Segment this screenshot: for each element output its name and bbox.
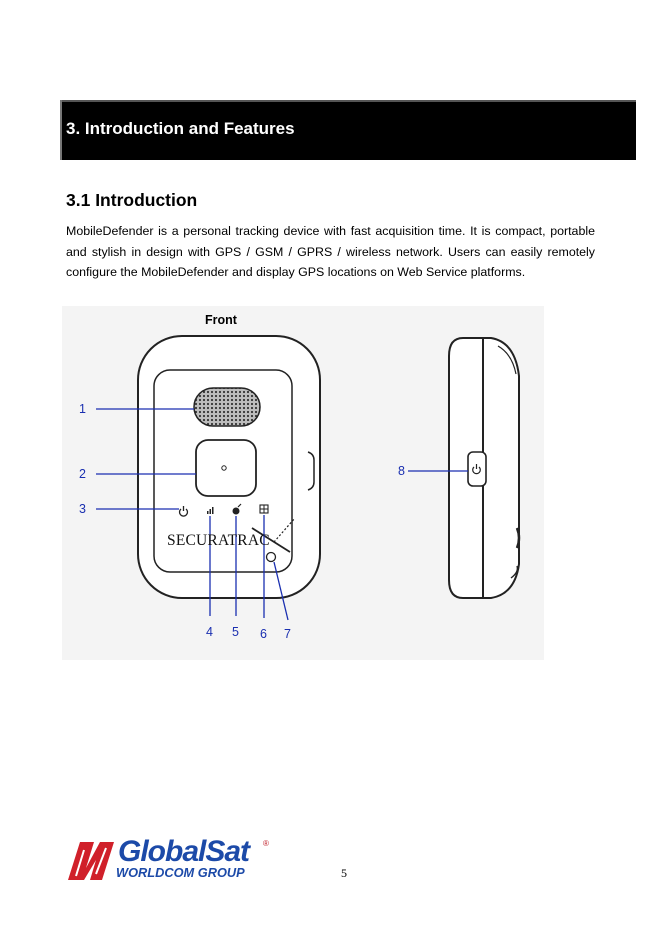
section-title: 3.1 Introduction — [66, 190, 198, 210]
intro-paragraph: MobileDefender is a personal tracking device with fast acquisition time. It is compact, portable and stylish in design with GPS / GSM / GPRS / wireless network. Users can easily remotely configure the MobileDefender and display GPS locations on Web Service platforms. — [66, 224, 595, 279]
callout-7: 7 — [284, 627, 291, 641]
device-diagram — [62, 306, 544, 660]
callout-2: 2 — [79, 467, 86, 481]
front-label: Front — [205, 313, 237, 327]
callout-8: 8 — [398, 464, 405, 478]
globalsat-logo — [66, 835, 276, 882]
callout-6: 6 — [260, 627, 267, 641]
lanyard-hole — [267, 553, 276, 562]
device-figure — [62, 306, 544, 660]
chapter-title: 3. Introduction and Features — [66, 119, 295, 138]
chapter-bar-edge — [62, 100, 636, 102]
logo-subtitle: WORLDCOM GROUP — [116, 865, 245, 880]
callout-5: 5 — [232, 625, 239, 639]
logo-wordmark: GlobalSat — [118, 835, 250, 868]
callout-1: 1 — [79, 402, 86, 416]
callout-4: 4 — [206, 625, 213, 639]
logo-emblem-icon — [66, 838, 116, 882]
speaker-grille — [194, 388, 260, 426]
logo-registered-mark: ® — [263, 839, 269, 848]
device-side-back — [483, 338, 519, 598]
device-brand-text: SECURATRAC — [167, 532, 270, 549]
page-number: 5 — [341, 866, 347, 880]
callout-3: 3 — [79, 502, 86, 516]
